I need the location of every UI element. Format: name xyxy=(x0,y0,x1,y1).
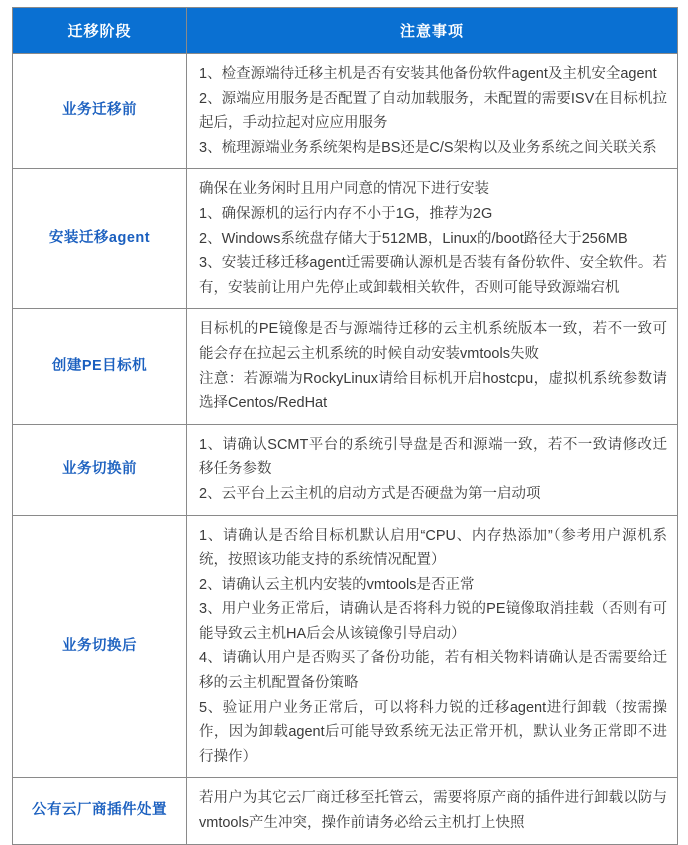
stage-label: 公有云厂商插件处置 xyxy=(13,778,187,844)
note-line: 5、验证用户业务正常后，可以将科力锐的迁移agent进行卸载（按需操作，因为卸载agent后可能导致系统无法正常开机，默认业务正常即不进行操作） xyxy=(199,699,667,765)
note-line: 2、云平台上云主机的启动方式是否硬盘为第一启动项 xyxy=(199,485,541,502)
stage-label: 创建PE目标机 xyxy=(13,309,187,424)
notes-cell xyxy=(187,309,678,424)
note-line: 4、请确认用户是否购买了备份功能，若有相关物料请确认是否需要给迁移的云主机配置备份策略 xyxy=(199,650,667,692)
note-line: 3、安装迁移迁移agent迁需要确认源机是否装有备份软件、安全软件。若有，安装前让用户先停止或卸载相关软件，否则可能导致源端宕机 xyxy=(199,255,667,296)
notes-cell xyxy=(187,424,678,515)
column-header-notes: 注意事项 xyxy=(187,8,678,54)
table-header xyxy=(13,8,678,54)
notes-cell xyxy=(187,54,678,169)
stage-label: 业务切换后 xyxy=(13,515,187,778)
table-row xyxy=(13,778,678,844)
migration-checklist-table xyxy=(12,7,678,845)
notes-cell xyxy=(187,515,678,778)
note-line: 1、确保源机的运行内存不小于1G，推荐为2G xyxy=(199,205,493,222)
note-line: 2、Windows系统盘存储大于512MB，Linux的/boot路径大于256MB xyxy=(199,230,628,247)
table-body xyxy=(13,54,678,845)
note-line: 目标机的PE镜像是否与源端待迁移的云主机系统版本一致，若不一致可能会存在拉起云主机系统的时候自动安装vmtools失败 xyxy=(199,321,667,362)
note-line: 1、检查源端待迁移主机是否有安装其他备份软件agent及主机安全agent xyxy=(199,66,657,82)
notes-cell xyxy=(187,169,678,309)
note-line: 1、请确认SCMT平台的系统引导盘是否和源端一致，若不一致请修改迁移任务参数 xyxy=(199,436,667,478)
note-line: 2、请确认云主机内安装的vmtools是否正常 xyxy=(199,576,475,593)
stage-label: 安装迁移agent xyxy=(13,169,187,309)
table-row xyxy=(13,54,678,169)
note-line: 确保在业务闲时且用户同意的情况下进行安装 xyxy=(199,181,489,198)
note-line: 若用户为其它云厂商迁移至托管云，需要将原产商的插件进行卸载以防与vmtools产生冲突，操作前请务必给云主机打上快照 xyxy=(199,790,667,832)
note-line: 3、用户业务正常后，请确认是否将科力锐的PE镜像取消挂载（否则有可能导致云主机HA后会从该镜像引导启动） xyxy=(199,601,667,642)
table-row xyxy=(13,515,678,778)
table-row xyxy=(13,169,678,309)
table-row xyxy=(13,424,678,515)
column-header-stage: 迁移阶段 xyxy=(13,8,187,54)
note-line: 注意：若源端为RockyLinux请给目标机开启hostcpu，虚拟机系统参数请选择Centos/RedHat xyxy=(199,370,667,412)
note-line: 2、源端应用服务是否配置了自动加载服务，未配置的需要ISV在目标机拉起后，手动拉起对应应用服务 xyxy=(199,90,667,132)
notes-cell xyxy=(187,778,678,844)
stage-label: 业务迁移前 xyxy=(13,54,187,169)
note-line: 3、梳理源端业务系统架构是BS还是C/S架构以及业务系统之间关联关系 xyxy=(199,139,657,156)
table-row xyxy=(13,309,678,424)
stage-label: 业务切换前 xyxy=(13,424,187,515)
table-header-row xyxy=(13,8,678,54)
note-line: 1、请确认是否给目标机默认启用“CPU、内存热添加”（参考用户源机系统，按照该功能支持的系统情况配置） xyxy=(199,527,667,569)
